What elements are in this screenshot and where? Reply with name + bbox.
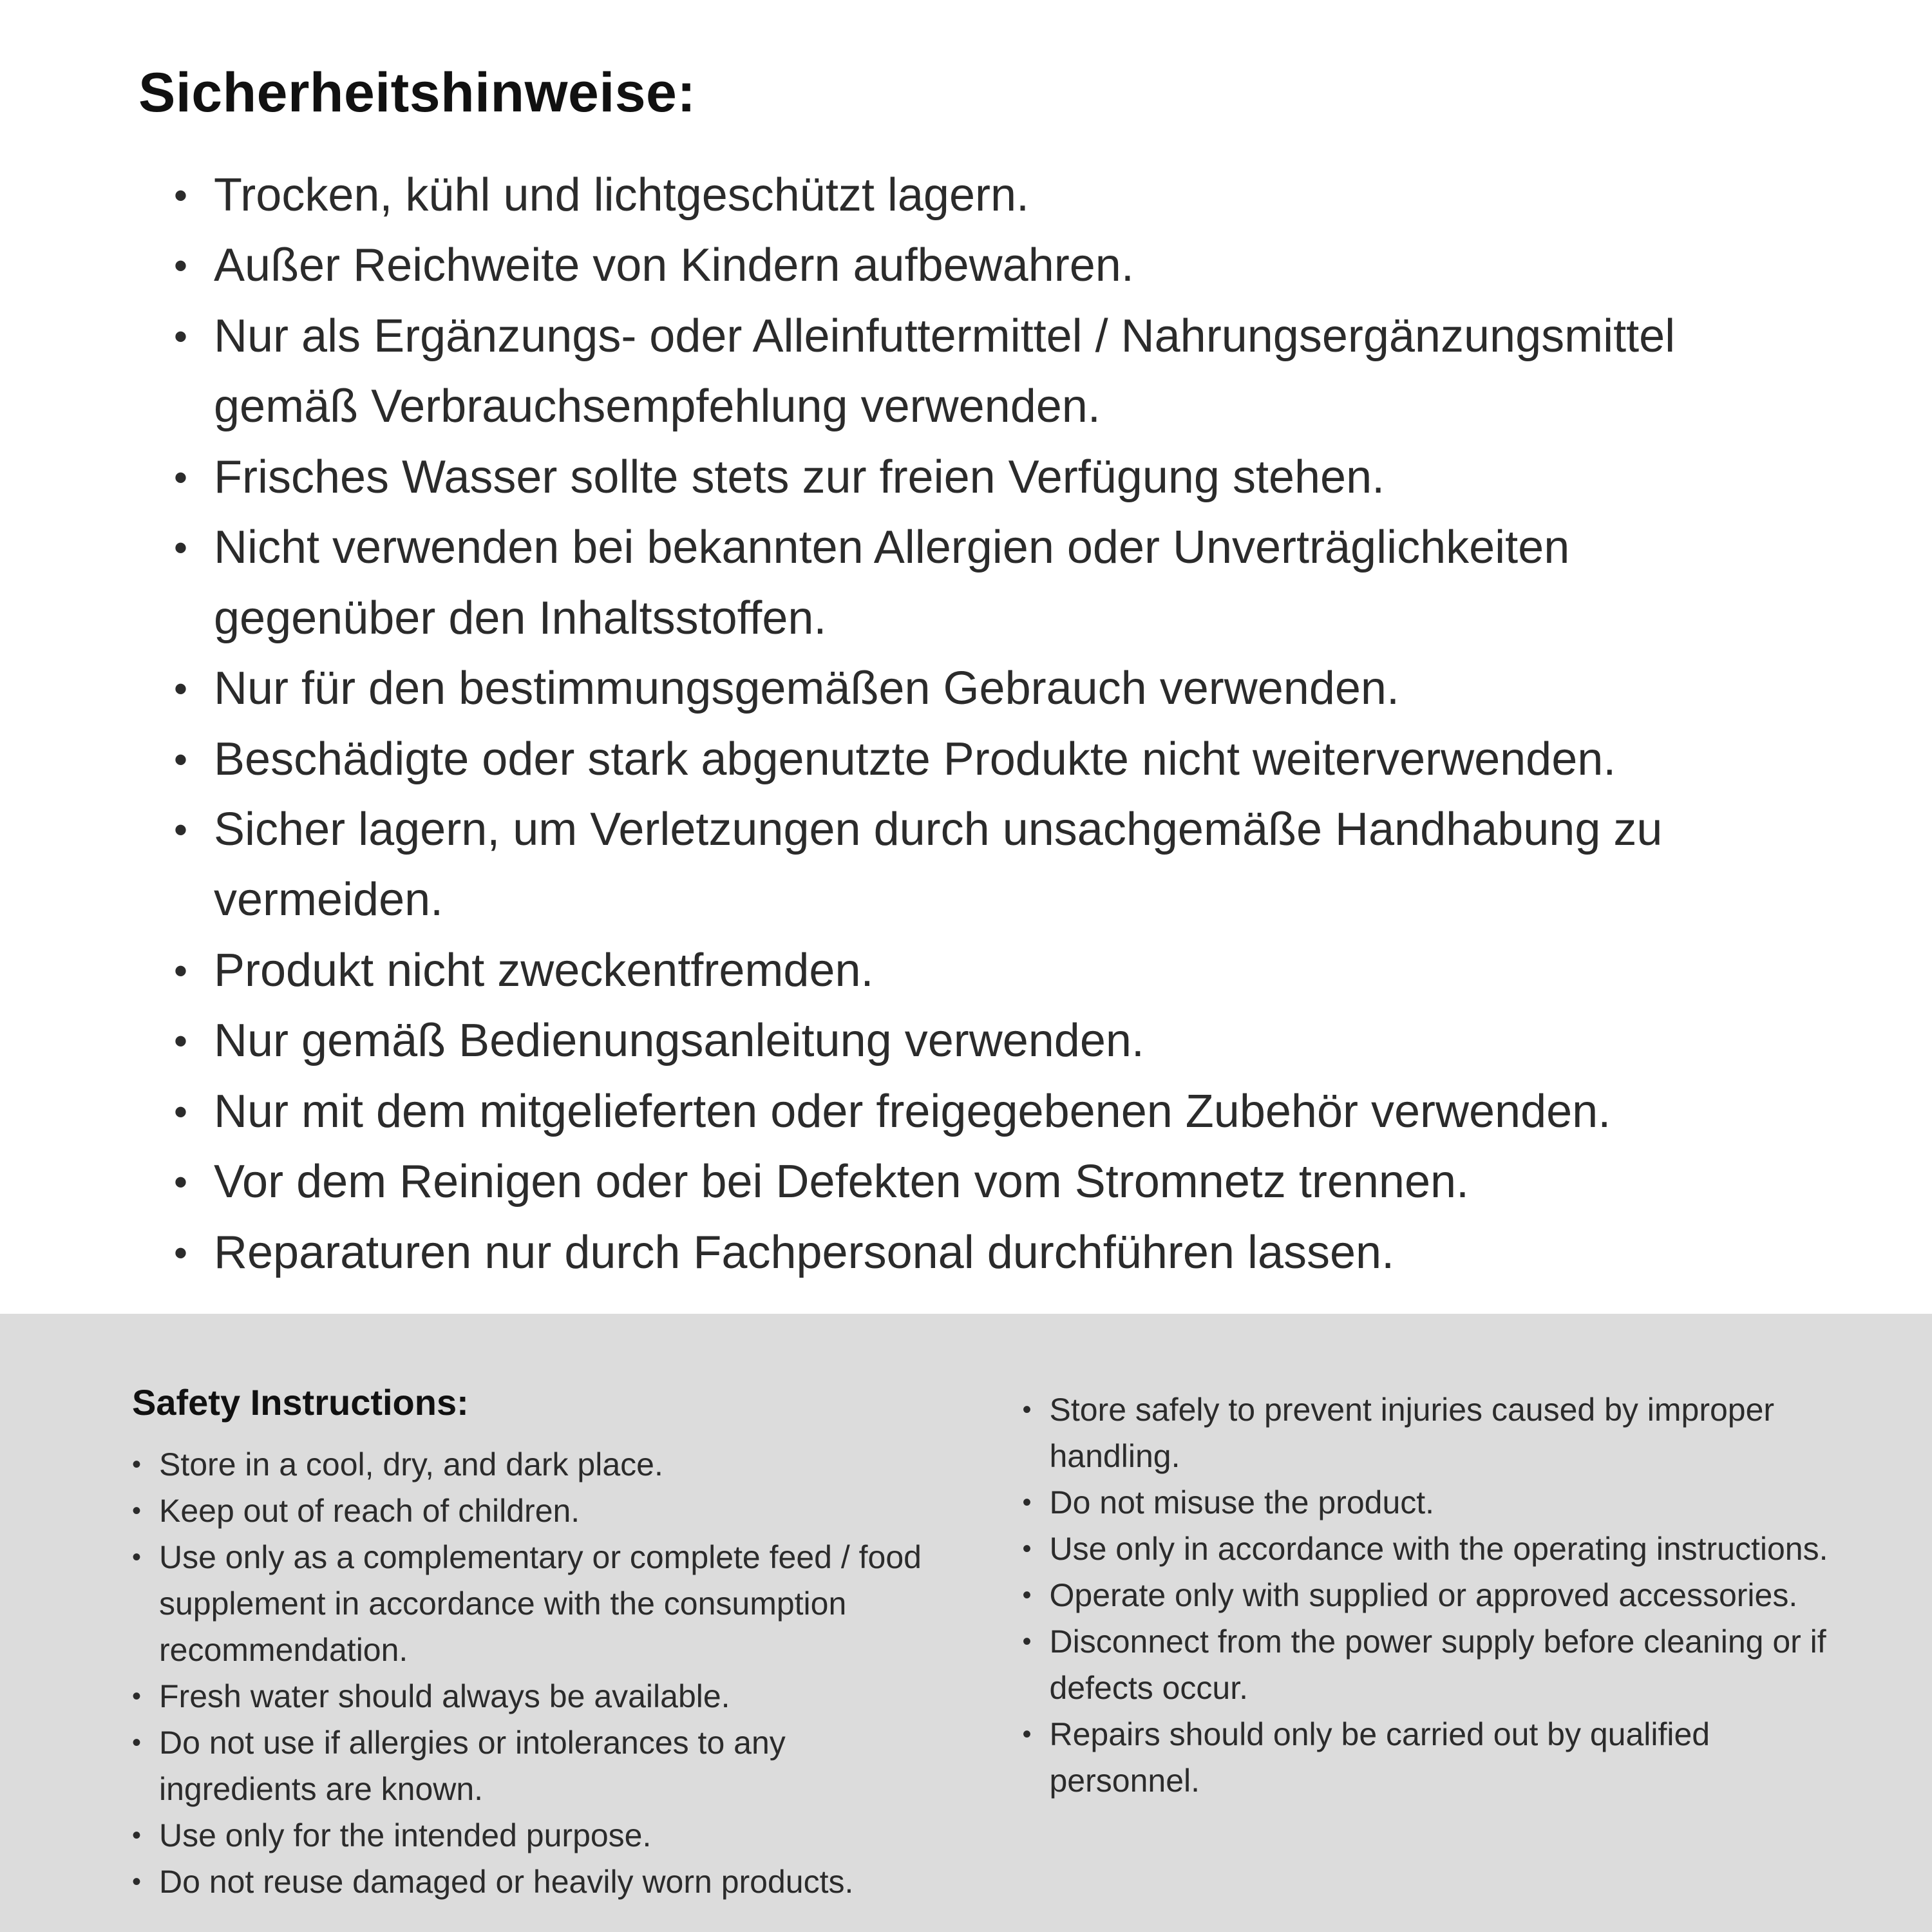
bullet-text: Vor dem Reinigen oder bei Defekten vom Stromnetz trennen. bbox=[214, 1156, 1470, 1208]
bullet-icon: • bbox=[132, 1682, 142, 1710]
bullet-icon: • bbox=[174, 1231, 188, 1274]
list-item bbox=[174, 160, 1790, 231]
bullet-icon: • bbox=[132, 1450, 142, 1479]
bullet-icon: • bbox=[174, 526, 188, 570]
german-section-title: Sicherheitshinweise: bbox=[138, 62, 696, 124]
bullet-text: Store in a cool, dry, and dark place. bbox=[159, 1446, 663, 1482]
list-item bbox=[174, 513, 1790, 654]
bullet-text: Nur für den bestimmungsgemäßen Gebrauch verwenden. bbox=[214, 663, 1399, 715]
bullet-text: Do not reuse damaged or heavily worn products. bbox=[159, 1864, 854, 1900]
list-item bbox=[174, 442, 1790, 513]
bullet-text: Reparaturen nur durch Fachpersonal durchführen lassen. bbox=[214, 1226, 1395, 1278]
bullet-icon: • bbox=[1022, 1627, 1032, 1656]
bullet-icon: • bbox=[1022, 1535, 1032, 1563]
bullet-text: Produkt nicht zweckentfremden. bbox=[214, 944, 874, 996]
bullet-text: Außer Reichweite von Kindern aufbewahren. bbox=[214, 240, 1134, 292]
bullet-icon: • bbox=[132, 1868, 142, 1896]
english-left-column bbox=[132, 1381, 945, 1900]
bullet-icon: • bbox=[174, 737, 188, 781]
bullet-text: Keep out of reach of children. bbox=[159, 1493, 580, 1529]
list-item bbox=[174, 1077, 1790, 1147]
bullet-text: Use only in accordance with the operating instructions. bbox=[1049, 1531, 1828, 1567]
list-item bbox=[132, 1859, 945, 1905]
bullet-text: Beschädigte oder stark abgenutzte Produkte nicht weiterverwenden. bbox=[214, 733, 1616, 785]
bullet-icon: • bbox=[174, 244, 188, 288]
list-item bbox=[132, 1719, 945, 1812]
bullet-icon: • bbox=[1022, 1396, 1032, 1424]
bullet-icon: • bbox=[174, 314, 188, 358]
bullet-text: Do not misuse the product. bbox=[1049, 1484, 1435, 1520]
bullet-icon: • bbox=[174, 808, 188, 851]
list-item bbox=[1023, 1526, 1836, 1572]
list-item bbox=[1023, 1572, 1836, 1618]
bullet-text: Store safely to prevent injuries caused by improper handling. bbox=[1049, 1392, 1775, 1474]
list-item bbox=[132, 1441, 945, 1488]
bullet-icon: • bbox=[174, 667, 188, 711]
bullet-text: Sicher lagern, um Verletzungen durch unsachgemäße Handhabung zu vermeiden. bbox=[214, 803, 1663, 926]
list-item bbox=[132, 1534, 945, 1673]
german-bullet-list bbox=[138, 160, 1790, 1288]
bullet-icon: • bbox=[174, 455, 188, 499]
bullet-text: Nur mit dem mitgelieferten oder freigegebenen Zubehör verwenden. bbox=[214, 1085, 1611, 1137]
list-item bbox=[1023, 1387, 1836, 1479]
list-item bbox=[174, 795, 1790, 936]
english-section-title: Safety Instructions: bbox=[132, 1382, 469, 1423]
bullet-icon: • bbox=[1022, 1720, 1032, 1748]
list-item bbox=[174, 301, 1790, 442]
bullet-text: Do not use if allergies or intolerances to any ingredients are known. bbox=[159, 1725, 786, 1807]
english-right-bullet-list bbox=[1023, 1387, 1836, 1804]
bullet-icon: • bbox=[174, 1090, 188, 1133]
bullet-text: Use only for the intended purpose. bbox=[159, 1817, 652, 1853]
bullet-icon: • bbox=[174, 1019, 188, 1063]
bullet-text: Nur als Ergänzungs- oder Alleinfuttermittel / Nahrungsergänzungsmittel gemäß Verbrauchsempfehlung verwenden. bbox=[214, 310, 1676, 433]
bullet-icon: • bbox=[174, 1160, 188, 1204]
bullet-icon: • bbox=[174, 174, 188, 217]
bullet-text: Fresh water should always be available. bbox=[159, 1678, 730, 1714]
english-left-bullet-list bbox=[132, 1441, 945, 1905]
bullet-text: Frisches Wasser sollte stets zur freien Verfügung stehen. bbox=[214, 451, 1385, 503]
list-item bbox=[1023, 1479, 1836, 1526]
list-item bbox=[174, 654, 1790, 724]
bullet-text: Nur gemäß Bedienungsanleitung verwenden. bbox=[214, 1015, 1144, 1067]
bullet-icon: • bbox=[132, 1497, 142, 1525]
english-right-column bbox=[1023, 1381, 1836, 1893]
bullet-text: Repairs should only be carried out by qualified personnel. bbox=[1049, 1716, 1710, 1799]
list-item bbox=[1023, 1618, 1836, 1711]
bullet-text: Use only as a complementary or complete feed / food supplement in accordance with the consumption recommendation. bbox=[159, 1539, 922, 1668]
bullet-icon: • bbox=[174, 949, 188, 992]
bullet-icon: • bbox=[1022, 1581, 1032, 1609]
bullet-icon: • bbox=[132, 1543, 142, 1571]
list-item bbox=[174, 724, 1790, 795]
list-item bbox=[174, 1006, 1790, 1076]
list-item bbox=[132, 1812, 945, 1859]
list-item bbox=[174, 231, 1790, 301]
list-item bbox=[174, 1147, 1790, 1217]
bullet-icon: • bbox=[1022, 1488, 1032, 1517]
list-item bbox=[132, 1673, 945, 1719]
list-item bbox=[174, 936, 1790, 1006]
bullet-text: Trocken, kühl und lichtgeschützt lagern. bbox=[214, 169, 1030, 221]
bullet-icon: • bbox=[132, 1821, 142, 1850]
list-item bbox=[174, 1218, 1790, 1288]
bullet-text: Nicht verwenden bei bekannten Allergien oder Unverträglichkeiten gegenüber den Inhaltsstoffen. bbox=[214, 522, 1570, 644]
list-item bbox=[1023, 1711, 1836, 1804]
bullet-text: Operate only with supplied or approved accessories. bbox=[1049, 1577, 1798, 1613]
english-safety-section bbox=[0, 1314, 1932, 1932]
bullet-icon: • bbox=[132, 1728, 142, 1757]
list-item bbox=[132, 1488, 945, 1534]
bullet-text: Disconnect from the power supply before cleaning or if defects occur. bbox=[1049, 1624, 1826, 1706]
